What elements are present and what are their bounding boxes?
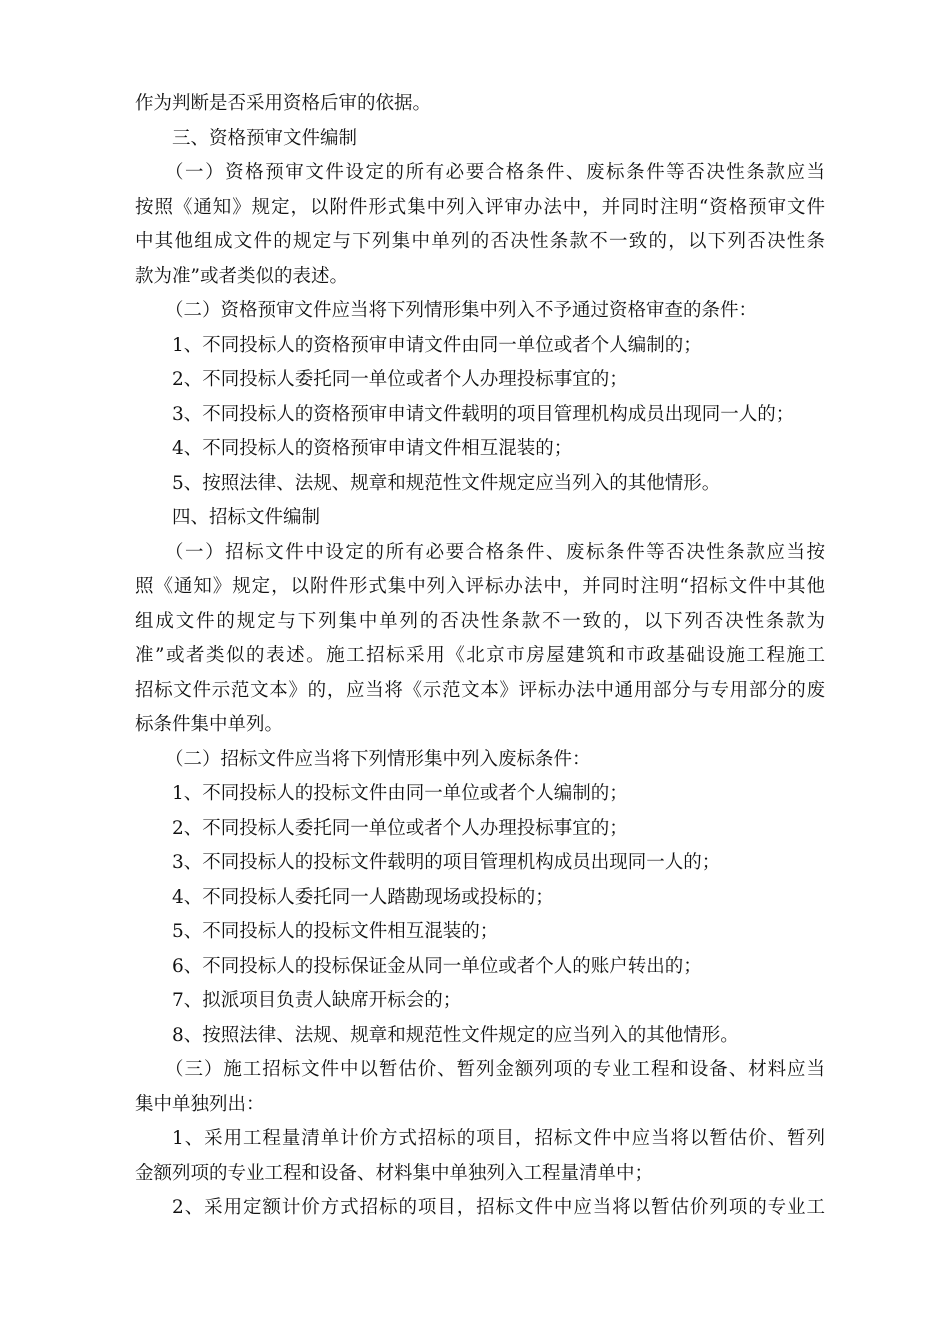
text-line: （一）招标文件中设定的所有必要合格条件、废标条件等否决性条款应当按 <box>165 541 825 563</box>
text-line: 4、不同投标人的资格预审申请文件相互混装的； <box>172 438 573 459</box>
text-line: （二）资格预审文件应当将下列情形集中列入不予通过资格审查的条件： <box>165 300 758 321</box>
text-line: 款为准”或者类似的表述。 <box>135 265 348 287</box>
text-line: 中其他组成文件的规定与下列集中单列的否决性条款不一致的，以下列否决性条 <box>135 231 825 252</box>
text-line: 1、不同投标人的资格预审申请文件由同一单位或者个人编制的； <box>172 334 702 356</box>
text-line: 1、采用工程量清单计价方式招标的项目，招标文件中应当将以暂估价、暂列 <box>172 1128 825 1149</box>
text-line: （一）资格预审文件设定的所有必要合格条件、废标条件等否决性条款应当 <box>165 162 825 183</box>
text-line: 按照《通知》规定，以附件形式集中列入评审办法中，并同时注明“资格预审文件 <box>135 196 825 218</box>
text-line: 1、不同投标人的投标文件由同一单位或者个人编制的； <box>172 783 628 804</box>
text-line: 2、采用定额计价方式招标的项目，招标文件中应当将以暂估价列项的专业工 <box>172 1197 825 1218</box>
text-line: 2、不同投标人委托同一单位或者个人办理投标事宜的； <box>172 369 628 390</box>
text-line: 5、按照法律、法规、规章和规范性文件规定应当列入的其他情形。 <box>172 472 721 494</box>
text-line: 5、不同投标人的投标文件相互混装的； <box>172 921 499 942</box>
text-line: 照《通知》规定，以附件形式集中列入评标办法中，并同时注明“招标文件中其他 <box>135 576 825 597</box>
text-line: 金额列项的专业工程和设备、材料集中单独列入工程量清单中； <box>135 1162 654 1184</box>
text-line: 准”或者类似的表述。施工招标采用《北京市房屋建筑和市政基础设施工程施工 <box>135 645 825 666</box>
text-line: 7、拟派项目负责人缺席开标会的； <box>172 990 462 1011</box>
text-line: 6、不同投标人的投标保证金从同一单位或者个人的账户转出的； <box>172 955 702 977</box>
text-line: 3、不同投标人的资格预审申请文件载明的项目管理机构成员出现同一人的； <box>172 403 795 425</box>
text-line: （二）招标文件应当将下列情形集中列入废标条件： <box>165 748 591 770</box>
text-line: 作为判断是否采用资格后审的依据。 <box>135 93 432 114</box>
text-line: 2、不同投标人委托同一单位或者个人办理投标事宜的； <box>172 817 628 839</box>
text-line: 3、不同投标人的投标文件载明的项目管理机构成员出现同一人的； <box>172 852 721 873</box>
text-line: 三、资格预审文件编制 <box>172 127 358 149</box>
text-line: 组成文件的规定与下列集中单列的否决性条款不一致的，以下列否决性条款为 <box>135 610 825 632</box>
document-body <box>135 87 825 1226</box>
text-line: 标条件集中单列。 <box>135 714 284 735</box>
text-line: 集中单独列出： <box>135 1093 265 1115</box>
text-line: 8、按照法律、法规、规章和规范性文件规定的应当列入的其他情形。 <box>172 1024 739 1046</box>
text-line: （三）施工招标文件中以暂估价、暂列金额列项的专业工程和设备、材料应当 <box>165 1059 825 1080</box>
text-line: 四、招标文件编制 <box>172 507 321 528</box>
text-line: 4、不同投标人委托同一人踏勘现场或投标的； <box>172 886 554 908</box>
text-line: 招标文件示范文本》的，应当将《示范文本》评标办法中通用部分与专用部分的废 <box>135 679 825 701</box>
